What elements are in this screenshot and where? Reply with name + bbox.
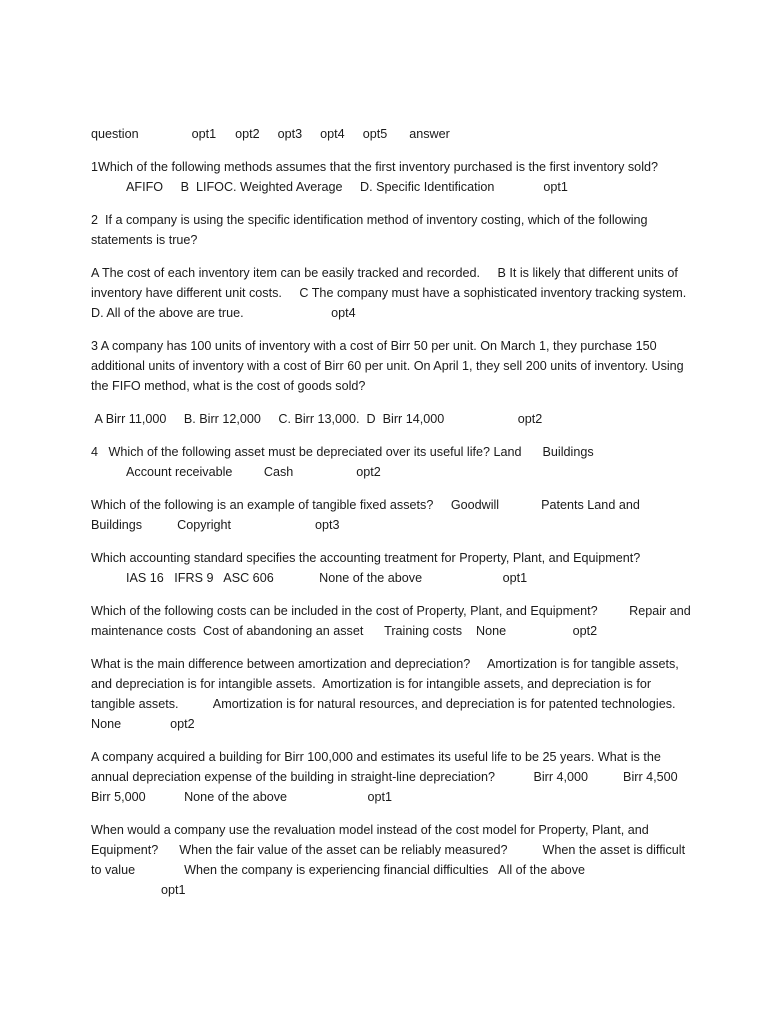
question-10: When would a company use the revaluation model instead of the cost model for Property, Plant, and Equipment? When the fair value of the asset can be reliably measured? When the asset is difficult to value When the company is experiencing financial difficulties All of the above opt1 <box>91 823 686 897</box>
header-answer: answer <box>409 127 450 141</box>
column-header-row <box>91 124 691 144</box>
header-opt5: opt5 <box>362 127 388 141</box>
header-opt4: opt4 <box>320 127 345 141</box>
question-1: 1Which of the following methods assumes that the first inventory purchased is the first inventory sold? AFIFO B LIFOC. Weighted Average D. Specific Identification opt1 <box>91 160 658 194</box>
question-8: What is the main difference between amortization and depreciation? Amortization is for tangible assets, and depreciation is for intangible assets. Amortization is for intangible assets, and depreciation is for tangible assets. Amortization is for natural resources, and depreciation is for patented technologies. None opt2 <box>91 657 694 731</box>
question-4: 4 Which of the following asset must be depreciated over its useful life? Land Buildings Account receivable Cash opt2 <box>91 445 594 479</box>
question-5: Which of the following is an example of tangible fixed assets? Goodwill Patents Land and Buildings Copyright opt3 <box>91 498 644 532</box>
question-3: 3 A company has 100 units of inventory with a cost of Birr 50 per unit. On March 1, they purchase 150 additional units of inventory with a cost of Birr 60 per unit. On April 1, they sell 200 units of inventory. Using the FIFO method, what is the cost of goods sold? <box>91 339 688 393</box>
question-3-options: A Birr 11,000 B. Birr 12,000 C. Birr 13,000. D Birr 14,000 opt2 <box>91 412 543 426</box>
question-7: Which of the following costs can be included in the cost of Property, Plant, and Equipment? Repair and maintenance costs Cost of abandoning an asset Training costs None opt2 <box>91 604 695 638</box>
document-page <box>91 124 695 913</box>
question-2: 2 If a company is using the specific identification method of inventory costing, which of the following statements is true? <box>91 213 652 247</box>
question-9: A company acquired a building for Birr 100,000 and estimates its useful life to be 25 years. What is the annual depreciation expense of the building in straight-line depreciation? Birr 4,000 Birr 4,500 Birr 5,000 None of the above opt1 <box>91 750 692 804</box>
header-opt2: opt2 <box>235 127 260 141</box>
header-opt3: opt3 <box>277 127 303 141</box>
header-opt1: opt1 <box>191 127 217 141</box>
question-6: Which accounting standard specifies the accounting treatment for Property, Plant, and Equipment? IAS 16 IFRS 9 ASC 606 None of the above opt1 <box>91 551 641 585</box>
question-2-options: A The cost of each inventory item can be easily tracked and recorded. B It is likely that different units of inventory have different unit costs. C The company must have a sophisticated inventory tracking system. D. All of the above are true. opt4 <box>91 266 690 320</box>
header-question: question <box>91 127 139 141</box>
